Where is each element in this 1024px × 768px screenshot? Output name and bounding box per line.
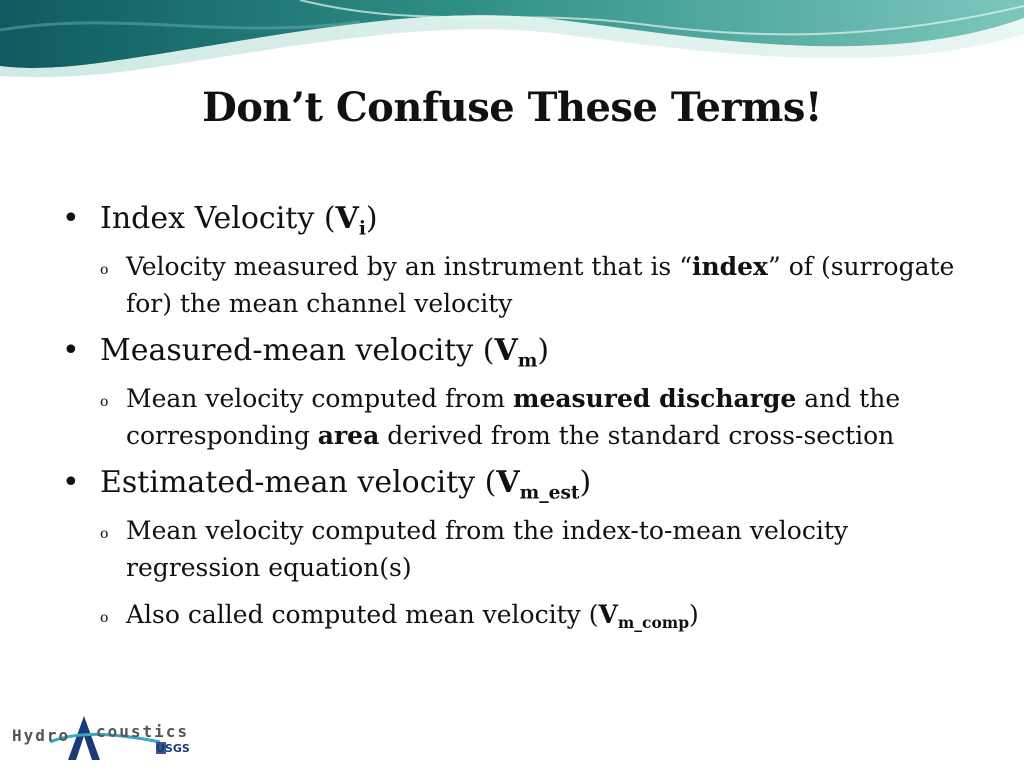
usgs-label: USGS: [156, 742, 190, 755]
logo-text-left: Hydro: [12, 726, 71, 745]
bold-term: index: [692, 252, 768, 281]
circle-bullet-icon: o: [100, 526, 109, 542]
symbol-subscript: i: [358, 218, 366, 240]
subbullet-measured-mean-def: [60, 380, 960, 454]
symbol-subscript: m_comp: [617, 613, 690, 633]
subbullet-text: Velocity measured by an instrument that is “: [126, 252, 692, 281]
paren: ): [579, 465, 592, 500]
bold-term: area: [317, 421, 380, 450]
bullet-estimated-mean-velocity: [60, 464, 960, 502]
symbol-subscript: m_est: [519, 482, 580, 504]
slide-title: Don’t Confuse These Terms!: [202, 84, 822, 131]
circle-bullet-icon: o: [100, 610, 109, 626]
bullet-label: Estimated-mean velocity (: [100, 465, 497, 500]
symbol: V: [598, 600, 618, 629]
subbullet-estimated-mean-def: [60, 512, 960, 586]
logo-text-right: coustics: [96, 722, 190, 741]
bullet-measured-mean-velocity: [60, 332, 960, 370]
hydroacoustics-logo: [10, 712, 195, 762]
bullet-icon: •: [62, 465, 80, 500]
header-wave-banner: [0, 0, 1024, 80]
circle-bullet-icon: o: [100, 394, 109, 410]
symbol: V: [496, 465, 520, 500]
subbullet-index-velocity-def: [60, 248, 960, 322]
subbullet-text: derived from the standard cross-section: [379, 421, 895, 450]
circle-bullet-icon: o: [100, 262, 109, 278]
subbullet-text: Mean velocity computed from the index-to-mean velocity regression equation(s): [126, 516, 849, 582]
subbullet-computed-mean-alias: [60, 596, 960, 633]
subbullet-text: ” of (surrogate for) the mean channel velocity: [126, 252, 955, 318]
subbullet-text: and the corresponding: [126, 384, 901, 450]
bullet-label: Measured-mean velocity (: [100, 333, 495, 368]
bullet-label: Index Velocity (: [100, 201, 336, 236]
bold-term: measured discharge: [513, 384, 797, 413]
paren: ): [537, 333, 550, 368]
subbullet-text: Also called computed mean velocity (: [126, 600, 599, 629]
symbol-subscript: m: [517, 350, 538, 372]
subbullet-text: Mean velocity computed from: [126, 384, 513, 413]
symbol: V: [335, 201, 359, 236]
bullet-list: [60, 200, 960, 643]
paren: ): [365, 201, 378, 236]
bullet-icon: •: [62, 201, 80, 236]
bullet-index-velocity: [60, 200, 960, 238]
symbol: V: [494, 333, 518, 368]
bullet-icon: •: [62, 333, 80, 368]
paren: ): [689, 600, 699, 629]
